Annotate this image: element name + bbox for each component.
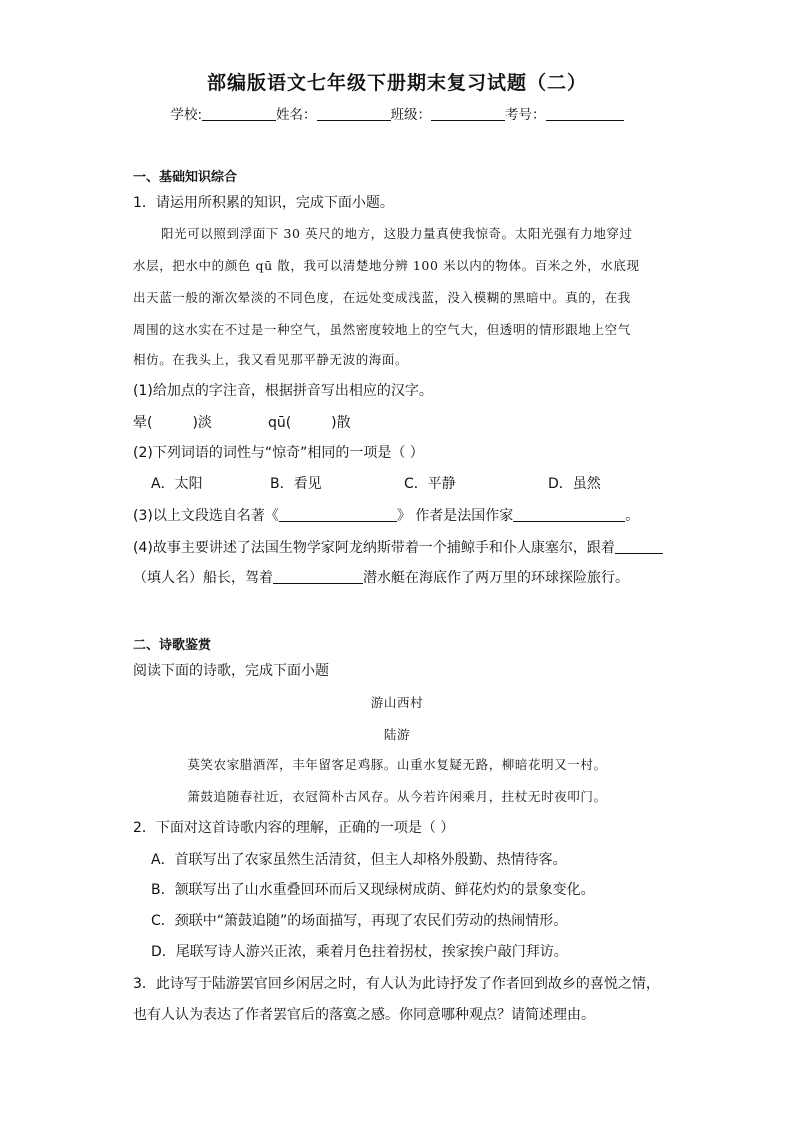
passage-line: 出天蓝一般的渐次晕淡的不同色度，在远处变成浅蓝，没入模糊的黑暗中。真的，在我 [133, 290, 631, 305]
class-blank[interactable] [431, 106, 505, 121]
sub3-text: 》 作者是法国作家 [396, 508, 514, 524]
poem-line: 莫笑农家腊酒浑，丰年留客足鸡豚。山重水复疑无路，柳暗花明又一村。 [187, 757, 607, 772]
submarine-blank[interactable] [273, 569, 363, 584]
sub4-text: 潜水艇在海底作了两万里的环球探险旅行。 [363, 570, 629, 586]
sub4-text: (4)故事主要讲述了法国生物学家阿龙纳斯带着一个捕鲸手和仆人康塞尔，跟着 [133, 540, 615, 556]
sub-question-3 [133, 505, 639, 525]
name-blank[interactable] [317, 106, 391, 121]
poem-intro: 阅读下面的诗歌，完成下面小题 [133, 663, 329, 679]
q3-prompt-line: 3．此诗写于陆游罢官回乡闲居之时，有人认为此诗抒发了作者回到故乡的喜悦之情， [133, 976, 660, 992]
q1-prompt: 1．请运用所积累的知识，完成下面小题。 [133, 195, 394, 211]
option-d[interactable]: D．虽然 [548, 476, 601, 492]
sub-question-4-cont [133, 567, 629, 587]
option-b[interactable]: B．看见 [270, 476, 322, 492]
number-blank[interactable] [546, 106, 624, 121]
passage-line: 水层，把水中的颜色 qū 散，我可以清楚地分辨 100 米以内的物体。百米之外，水底现 [133, 258, 640, 273]
blank-suffix: )淡 [192, 415, 212, 431]
book-title-blank[interactable] [279, 507, 397, 522]
poem-title: 游山西村 [370, 695, 424, 710]
poem-author: 陆游 [383, 727, 411, 742]
number-label: 考号： [505, 107, 546, 123]
blank-prefix: qū( [267, 415, 292, 431]
sub4-text: （填人名）船长，驾着 [133, 570, 273, 586]
q3-prompt-line: 也有人认为表达了作者罢官后的落寞之感。你同意哪种观点？请简述理由。 [133, 1007, 595, 1023]
blank-suffix: )散 [331, 415, 351, 431]
passage-line: 周围的这水实在不过是一种空气，虽然密度较地上的空气大，但透明的情形跟地上空气 [133, 322, 631, 337]
captain-blank[interactable] [615, 539, 663, 554]
passage-line: 阳光可以照到浮面下 30 英尺的地方，这股力量真使我惊奇。太阳光强有力地穿过 [161, 226, 633, 241]
school-blank[interactable] [202, 106, 276, 121]
option-a[interactable]: A．太阳 [151, 476, 203, 492]
blank-prefix: 晕( [133, 415, 153, 431]
section1-heading: 一、基础知识综合 [133, 170, 238, 185]
q2-prompt: 2．下面对这首诗歌内容的理解，正确的一项是（ ） [133, 820, 455, 836]
class-label: 班级： [390, 107, 432, 123]
sub3-text: 。 [625, 508, 640, 524]
student-info-line [0, 103, 794, 123]
passage-line: 相仿。在我头上，我又看见那平静无波的海面。 [133, 352, 409, 367]
poem-line: 箫鼓追随春社近，衣冠简朴古风存。从今若许闲乘月，拄杖无时夜叩门。 [187, 789, 607, 804]
author-blank[interactable] [513, 507, 625, 522]
q2-option-b[interactable]: B．颔联写出了山水重叠回环而后又现绿树成荫、鲜花灼灼的景象变化。 [151, 882, 595, 898]
sub-question-1: (1)给加点的字注音，根据拼音写出相应的汉字。 [133, 383, 433, 399]
school-label: 学校: [170, 107, 203, 123]
page-title: 部编版语文七年级下册期末复习试题（二） [206, 72, 587, 94]
pinyin-blank-row [133, 412, 351, 432]
section2-heading: 二、诗歌鉴赏 [133, 638, 212, 653]
q2-option-c[interactable]: C．颈联中“箫鼓追随”的场面描写，再现了农民们劳动的热闹情形。 [151, 913, 568, 929]
name-label: 姓名： [276, 107, 317, 123]
sub3-text: (3)以上文段选自名著《 [133, 508, 279, 524]
sub-question-2: (2)下列词语的词性与“惊奇”相同的一项是（ ） [133, 445, 424, 461]
q2-option-a[interactable]: A．首联写出了农家虽然生活清贫，但主人却格外殷勤、热情待客。 [151, 852, 567, 868]
q2-option-d[interactable]: D．尾联写诗人游兴正浓，乘着月色拄着拐杖，挨家挨户敲门拜访。 [151, 944, 568, 960]
option-c[interactable]: C．平静 [404, 476, 456, 492]
sub-question-4 [133, 537, 663, 557]
